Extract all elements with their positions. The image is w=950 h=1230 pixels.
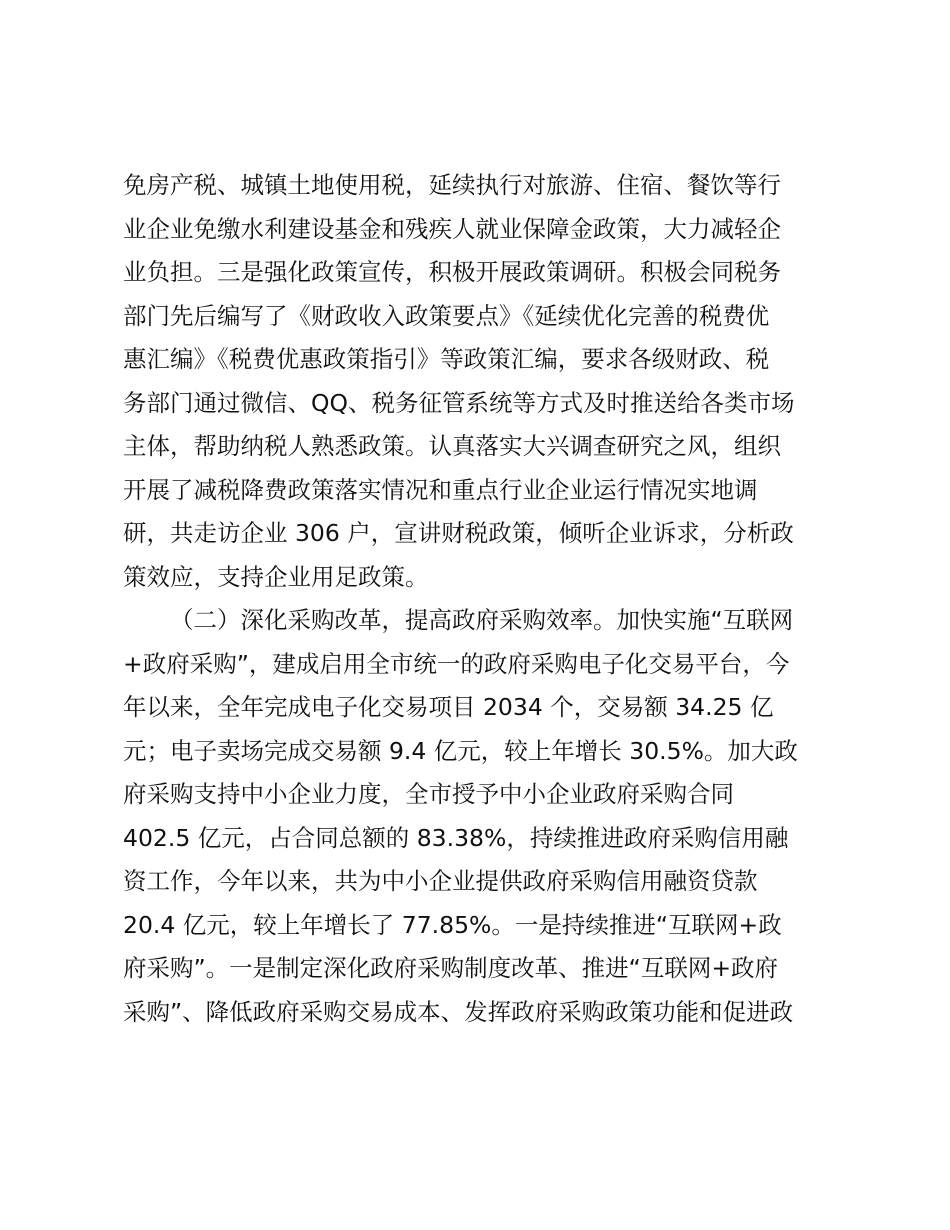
text-line: +政府采购”，建成启用全市统一的政府采购电子化交易平台，今 bbox=[123, 649, 790, 678]
body-text bbox=[123, 164, 843, 1034]
text-line: 采购”、降低政府采购交易成本、发挥政府采购政策功能和促进政 bbox=[123, 997, 794, 1026]
text-line: 部门先后编写了《财政收入政策要点》《延续优化完善的税费优 bbox=[123, 301, 770, 330]
text-line: 业负担。三是强化政策宣传，积极开展政策调研。积极会同税务 bbox=[123, 258, 781, 286]
text-line: 开展了减税降费政策落实情况和重点行业企业运行情况实地调 bbox=[123, 475, 758, 504]
text-line: 惠汇编》《税费优惠政策指引》等政策汇编，要求各级财政、税 bbox=[123, 345, 770, 373]
text-line: 元；电子卖场完成交易额 9.4 亿元，较上年增长 30.5%。加大政 bbox=[123, 736, 798, 765]
text-line: 业企业免缴水利建设基金和残疾人就业保障金政策，大力减轻企 bbox=[123, 214, 781, 243]
text-line: 402.5 亿元，占合同总额的 83.38%，持续推进政府采购信用融 bbox=[123, 823, 789, 852]
text-line: 研，共走访企业 306 户，宣讲财税政策，倾听企业诉求，分析政 bbox=[123, 519, 794, 547]
text-line: 20.4 亿元，较上年增长了 77.85%。一是持续推进“互联网+政 bbox=[123, 910, 782, 939]
text-line: 资工作，今年以来，共为中小企业提供政府采购信用融资贷款 bbox=[123, 867, 758, 895]
text-line: 务部门通过微信、QQ、税务征管系统等方式及时推送给各类市场 bbox=[123, 388, 795, 417]
text-line: 年以来，全年完成电子化交易项目 2034 个，交易额 34.25 亿 bbox=[123, 693, 774, 721]
text-line: 府采购”。一是制定深化政府采购制度改革、推进“互联网+政府 bbox=[123, 954, 779, 982]
text-line: 免房产税、城镇土地使用税，延续执行对旅游、住宿、餐饮等行 bbox=[123, 171, 781, 199]
paragraph-heading-line: （二）深化采购改革，提高政府采购效率。加快实施“互联网 bbox=[170, 606, 794, 634]
text-line: 府采购支持中小企业力度，全市授予中小企业政府采购合同 bbox=[123, 780, 734, 808]
text-line: 策效应，支持企业用足政策。 bbox=[123, 562, 429, 591]
text-line: 主体，帮助纳税人熟悉政策。认真落实大兴调查研究之风，组织 bbox=[123, 432, 781, 460]
